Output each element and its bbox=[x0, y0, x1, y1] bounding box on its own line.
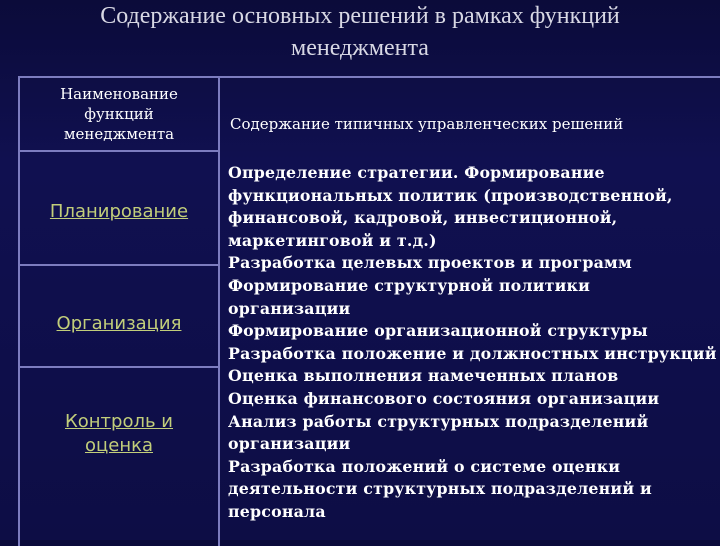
content-line: персонала bbox=[228, 501, 326, 521]
table-top-border bbox=[18, 76, 720, 78]
content-line: Разработка положение и должностных инструкций bbox=[228, 343, 717, 363]
content-line: Формирование структурной политики bbox=[228, 275, 591, 295]
function-planning[interactable] bbox=[20, 200, 218, 224]
content-line: маркетинговой и т.д.) bbox=[228, 230, 437, 250]
slide-title bbox=[0, 0, 720, 64]
content-line: организации bbox=[228, 434, 351, 454]
content-line: Разработка положений о системе оценки bbox=[228, 456, 621, 476]
header-function-name-line: менеджмента bbox=[63, 125, 175, 143]
content-line: Оценка выполнения намеченных планов bbox=[228, 366, 619, 386]
column-divider bbox=[218, 76, 220, 546]
content-line: функциональных политик (производственной, bbox=[228, 185, 673, 205]
function-control[interactable] bbox=[20, 410, 218, 458]
content-line: организации bbox=[228, 298, 351, 318]
content-line: Анализ работы структурных подразделений bbox=[228, 411, 649, 431]
content-line: Разработка целевых проектов и программ bbox=[228, 253, 632, 273]
function-planning-label: Планирование bbox=[49, 201, 189, 222]
header-decisions-content: Содержание типичных управленческих решений bbox=[230, 115, 624, 133]
header-function-name-line: Наименование bbox=[60, 85, 178, 103]
content-line: деятельности структурных подразделений и bbox=[228, 479, 652, 499]
function-control-label-line: Контроль и bbox=[64, 411, 174, 432]
decisions-content-cell bbox=[228, 162, 720, 524]
function-organization-label: Организация bbox=[56, 313, 182, 334]
content-line: финансовой, кадровой, инвестиционной, bbox=[228, 208, 618, 228]
row-divider-2 bbox=[18, 366, 218, 368]
header-function-name bbox=[20, 84, 218, 144]
table-left-border bbox=[18, 76, 20, 546]
slide-title-line-1: Содержание основных решений в рамках функций bbox=[100, 3, 620, 29]
decisions-table bbox=[18, 76, 720, 546]
function-control-label-line: оценка bbox=[84, 435, 153, 456]
content-line: Формирование организационной структуры bbox=[228, 321, 648, 341]
header-function-name-line: функций bbox=[84, 105, 154, 123]
content-line: Оценка финансового состояния организации bbox=[228, 388, 660, 408]
header-row-divider bbox=[18, 150, 218, 152]
function-organization[interactable] bbox=[20, 312, 218, 336]
slide-title-line-2: менеджмента bbox=[291, 35, 429, 61]
content-line: Определение стратегии. Формирование bbox=[228, 163, 605, 182]
row-divider-1 bbox=[18, 264, 218, 266]
